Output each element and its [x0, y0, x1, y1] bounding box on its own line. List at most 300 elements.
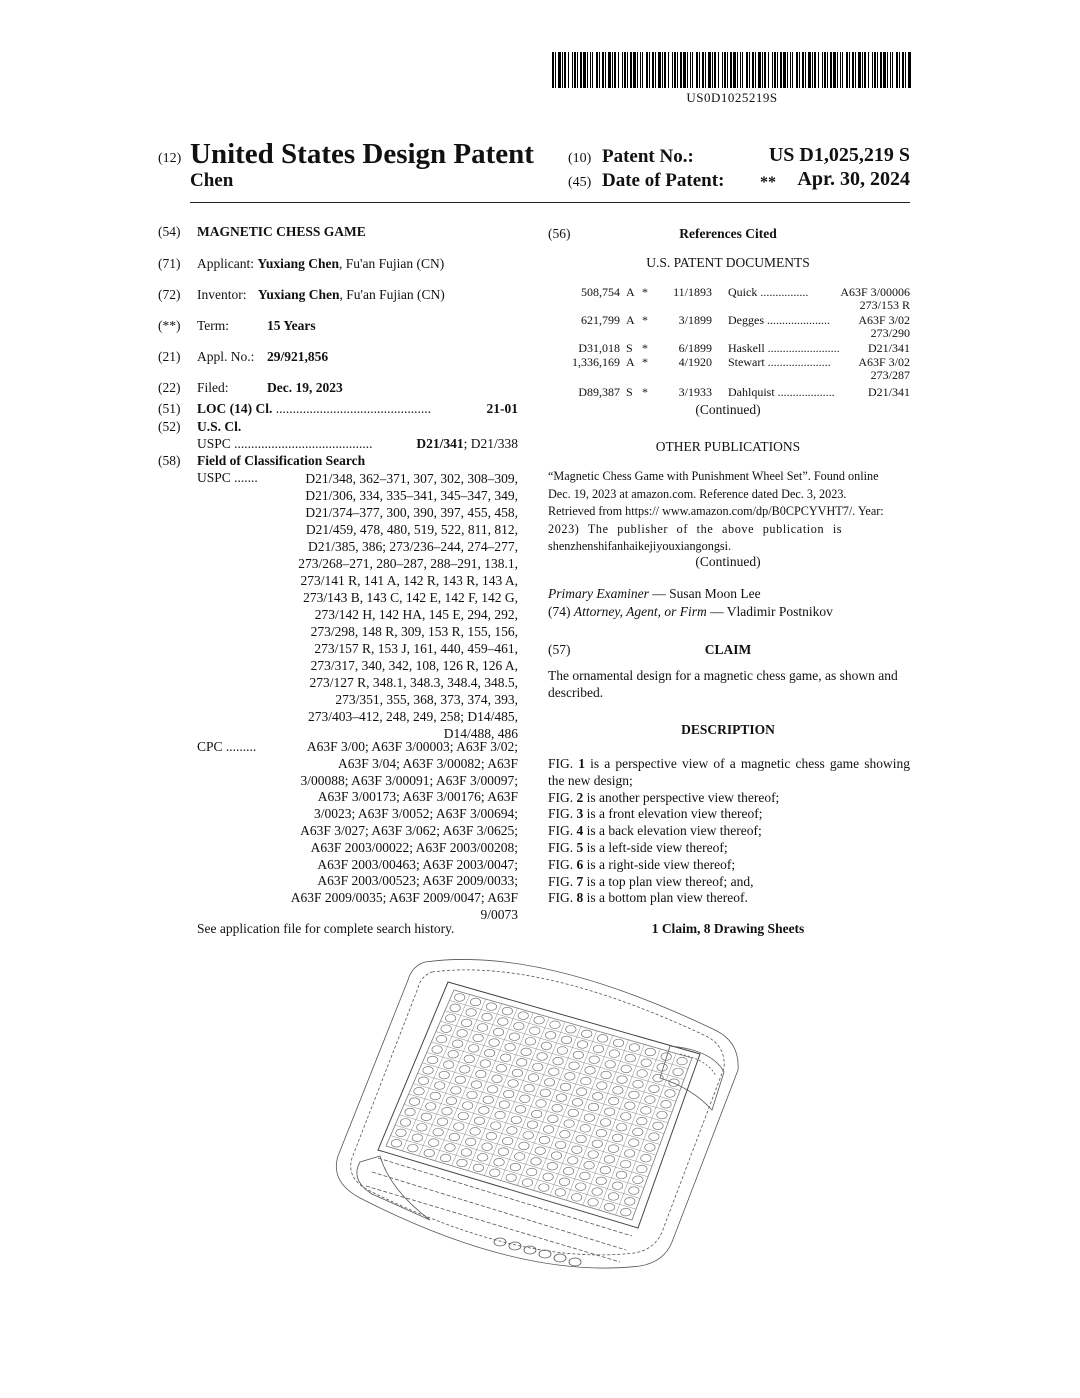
code-54: (54) [158, 224, 181, 239]
pub-line: shenzhenshifanhaikejiyouxiangongsi. [548, 539, 732, 553]
uspc-line: 273/142 H, 142 HA, 145 E, 294, 292, [314, 607, 518, 622]
chess-piece [653, 1074, 663, 1082]
chess-piece [613, 1039, 623, 1047]
reference-row [548, 341, 910, 355]
chess-piece [531, 1158, 541, 1166]
barcode-bar [868, 52, 869, 88]
barcode-bar [592, 52, 593, 88]
chess-piece [427, 1056, 437, 1064]
chess-piece [452, 1040, 462, 1048]
side-compartment [357, 1156, 430, 1220]
barcode-bar [655, 52, 656, 88]
chess-piece [426, 1103, 436, 1111]
examiner-label: Primary Examiner [548, 586, 649, 601]
chess-piece [495, 1111, 505, 1119]
chess-piece [637, 1070, 647, 1078]
chess-piece [589, 1056, 599, 1064]
chess-piece [510, 1163, 520, 1171]
barcode-bar [640, 52, 641, 88]
ref-date: 6/1899 [678, 341, 712, 355]
ref-number: 508,754 [581, 285, 620, 299]
barcode-bar [783, 52, 786, 88]
barcode [552, 52, 912, 88]
board-inner [386, 990, 692, 1220]
front-hole [524, 1246, 536, 1254]
code-57: (57) [548, 642, 571, 657]
chess-piece [597, 1035, 607, 1043]
ref-kind: A [626, 285, 635, 299]
chess-piece [396, 1129, 406, 1137]
barcode-bar [824, 52, 826, 88]
cpc-search-list [240, 739, 518, 924]
patent-date: Apr. 30, 2024 [797, 168, 910, 190]
ref-number: 621,799 [581, 313, 620, 327]
cpc-line: A63F 2003/00022; A63F 2003/00208; [310, 839, 518, 855]
barcode-bar [714, 52, 716, 88]
cpc-line: 3/00088; A63F 3/00091; A63F 3/00097; [300, 772, 518, 788]
header-rule [190, 202, 910, 203]
applicant-field [197, 256, 444, 272]
barcode-bar [755, 52, 756, 88]
chess-piece [568, 1109, 578, 1117]
barcode-bar [668, 52, 669, 88]
fig-line: FIG. 2 is another perspective view thereof; [548, 789, 780, 805]
barcode-bar [630, 52, 632, 88]
barcode-bar [772, 52, 773, 88]
chess-piece [477, 1024, 487, 1032]
other-publications-title: OTHER PUBLICATIONS [655, 439, 801, 454]
chess-piece [625, 1054, 635, 1062]
code-58: (58) [158, 453, 181, 468]
chess-piece [470, 998, 480, 1006]
chess-piece [653, 1122, 663, 1130]
chess-piece [418, 1077, 428, 1085]
chess-piece [457, 1030, 467, 1038]
document-title: United States Design Patent [190, 138, 534, 170]
chess-piece [527, 1121, 537, 1129]
barcode-bar [877, 52, 878, 88]
cpc-line: A63F 3/00173; A63F 3/00176; A63F [317, 789, 518, 805]
grid-line [452, 1008, 518, 1166]
barcode-bar [702, 52, 704, 88]
patent-number: US D1,025,219 S [768, 144, 910, 166]
chess-piece [421, 1113, 431, 1121]
chess-piece [649, 1085, 659, 1093]
chess-piece [543, 1173, 553, 1181]
barcode-bar [799, 52, 800, 88]
chess-piece [565, 1073, 575, 1081]
barcode-bar [822, 52, 823, 88]
cpc-line: 9/0073 [480, 906, 518, 922]
barcode-bar [672, 52, 673, 88]
appl-no-value: 29/921,856 [267, 349, 329, 364]
chess-piece [518, 1012, 528, 1020]
chess-piece [604, 1203, 614, 1211]
chess-piece [552, 1104, 562, 1112]
reference-row [548, 313, 910, 341]
chess-piece [486, 1132, 496, 1140]
chess-piece [633, 1176, 643, 1184]
chess-piece [548, 1115, 558, 1123]
inventor-location: , Fu'an Fujian (CN) [339, 287, 445, 302]
chess-piece [482, 1013, 492, 1021]
barcode-bar [564, 52, 566, 88]
ref-class: A63F 3/02 [858, 355, 910, 369]
grid-line [550, 1035, 613, 1195]
chess-piece [451, 1087, 461, 1095]
barcode-bar [552, 52, 554, 88]
chess-piece [478, 1154, 488, 1162]
fig-line: FIG. 5 is a left-side view thereof; [548, 839, 728, 855]
chess-piece [445, 1144, 455, 1152]
ref-number: 1,336,169 [572, 355, 620, 369]
barcode-bar [718, 52, 719, 88]
inventor-field [197, 287, 445, 303]
chess-piece [568, 1157, 578, 1165]
uspc-search-list [250, 470, 518, 742]
grid-line [386, 990, 454, 1146]
references-title: References Cited [679, 226, 777, 241]
date-label: Date of Patent: [602, 170, 725, 191]
chess-piece [582, 1030, 592, 1038]
chess-piece [629, 1187, 639, 1195]
code-56: (56) [548, 226, 571, 241]
barcode-bar [722, 52, 723, 88]
barcode-bar [833, 52, 836, 88]
chess-piece [605, 1061, 615, 1069]
chess-piece [449, 1133, 459, 1141]
ref-class: A63F 3/02 [858, 313, 910, 327]
chess-piece [645, 1144, 655, 1152]
chess-piece [474, 1117, 484, 1125]
chess-piece [540, 1089, 550, 1097]
front-lip [366, 1158, 632, 1262]
chess-piece [585, 1067, 595, 1075]
barcode-bar [658, 52, 661, 88]
chess-piece [544, 1079, 554, 1087]
chess-piece [522, 1179, 532, 1187]
fig-line: FIG. 3 is a front elevation view thereof; [548, 806, 763, 822]
chess-piece [442, 1107, 452, 1115]
chess-piece [657, 1111, 667, 1119]
barcode-bar [646, 52, 648, 88]
chess-piece [523, 1132, 533, 1140]
barcode-bar [708, 52, 711, 88]
cpc-line: 3/0023; A63F 3/0052; A63F 3/00694; [313, 806, 518, 822]
chess-piece [576, 1088, 586, 1096]
chess-piece [524, 1084, 534, 1092]
chess-piece [432, 1046, 442, 1054]
chess-piece [482, 1143, 492, 1151]
chess-piece [572, 1099, 582, 1107]
us-docs-title: U.S. PATENT DOCUMENTS [646, 255, 810, 270]
chess-piece [641, 1107, 651, 1115]
barcode-bar [699, 52, 700, 88]
chess-piece [489, 1039, 499, 1047]
chess-piece [511, 1116, 521, 1124]
cpc-line: A63F 2009/0035; A63F 2009/0047; A63F [290, 890, 518, 906]
barcode-bar [758, 52, 761, 88]
chess-piece [535, 1147, 545, 1155]
barcode-bar [692, 52, 693, 88]
barcode-bar [696, 52, 698, 88]
chess-piece [545, 1032, 555, 1040]
chess-piece [560, 1083, 570, 1091]
chess-piece [409, 1098, 419, 1106]
front-hole [539, 1250, 551, 1258]
chess-piece [435, 1082, 445, 1090]
barcode-bar [614, 52, 616, 88]
chess-piece [551, 1152, 561, 1160]
ref-star: * [642, 285, 648, 299]
chess-piece [499, 1101, 509, 1109]
field-search-uspc [197, 470, 258, 486]
chess-piece [460, 1066, 470, 1074]
chess-piece [673, 1068, 683, 1076]
chess-piece [543, 1126, 553, 1134]
barcode-bar [852, 52, 854, 88]
chess-piece [600, 1119, 610, 1127]
chess-piece [560, 1130, 570, 1138]
barcode-bar [830, 52, 832, 88]
chess-piece [569, 1062, 579, 1070]
chess-piece [534, 1016, 544, 1024]
barcode-bar [805, 52, 806, 88]
chess-piece [517, 1059, 527, 1067]
us-cl-label: U.S. Cl. [197, 419, 242, 434]
ref-kind: A [626, 355, 635, 369]
barcode-bar [642, 52, 643, 88]
chess-piece [509, 1033, 519, 1041]
barcode-bar [890, 52, 891, 88]
fig-line: FIG. 1 is a perspective view of a magnetic chess game showing the new design; [548, 756, 910, 788]
chess-piece [600, 1166, 610, 1174]
barcode-bar [814, 52, 816, 88]
fig-line: FIG. 7 is a top plan view thereof; and, [548, 873, 754, 889]
ref-kind: A [626, 313, 635, 327]
chess-piece [487, 1086, 497, 1094]
barcode-bar [637, 52, 638, 88]
chess-piece [484, 1049, 494, 1057]
barcode-bar [622, 52, 623, 88]
fig-line: FIG. 8 is a bottom plan view thereof. [548, 890, 748, 906]
barcode-bar [908, 52, 911, 88]
barcode-bar [690, 52, 691, 88]
chess-piece [458, 1112, 468, 1120]
barcode-bar [849, 52, 850, 88]
tray-outline [336, 959, 738, 1268]
barcode-bar [855, 52, 856, 88]
grid-line [418, 1073, 660, 1144]
code-term: (**) [158, 318, 181, 333]
cpc-dots: ......... [222, 739, 257, 754]
grid-line [599, 1049, 660, 1210]
chess-piece [592, 1140, 602, 1148]
examiner-name: — Susan Moon Lee [648, 586, 761, 601]
barcode-bar [812, 52, 813, 88]
barcode-number: US0D1025219S [686, 90, 778, 105]
barcode-bar [858, 52, 861, 88]
us-cl-value [380, 436, 518, 452]
board-grid [386, 990, 692, 1220]
grid-line [436, 1032, 676, 1102]
chess-piece [461, 1019, 471, 1027]
chess-piece [414, 1087, 424, 1095]
chess-piece [468, 1045, 478, 1053]
chess-piece [604, 1156, 614, 1164]
chess-piece [506, 1174, 516, 1182]
chess-piece [571, 1194, 581, 1202]
chess-piece [471, 1081, 481, 1089]
barcode-bar [577, 52, 578, 88]
barcode-bar [664, 52, 666, 88]
chess-piece [601, 1071, 611, 1079]
chess-piece [483, 1096, 493, 1104]
uspc-line: 273/317, 340, 342, 108, 126 R, 126 A, [310, 658, 518, 673]
barcode-bar [742, 52, 743, 88]
chess-piece [677, 1057, 687, 1065]
chess-piece [446, 1097, 456, 1105]
code-71: (71) [158, 256, 181, 271]
attorney-name: — Vladimir Postnikov [706, 604, 833, 619]
chess-piece [539, 1136, 549, 1144]
code-51: (51) [158, 401, 181, 416]
chess-piece [617, 1076, 627, 1084]
code-74: (74) [548, 604, 571, 619]
code-21: (21) [158, 349, 181, 364]
chess-piece [556, 1094, 566, 1102]
barcode-bar [733, 52, 736, 88]
front-hole [569, 1258, 581, 1266]
cpc-line: A63F 3/04; A63F 3/00082; A63F [337, 755, 518, 771]
grid-line [534, 1031, 597, 1191]
code-45: (45) [568, 175, 592, 190]
ref-inventor: Dahlquist ................... [728, 385, 835, 399]
applicant-location: , Fu'an Fujian (CN) [339, 256, 445, 271]
chess-piece [665, 1090, 675, 1098]
corner-compartment [660, 1046, 724, 1110]
grid-line [566, 1040, 628, 1200]
chess-piece [661, 1100, 671, 1108]
uspc-line: D14/488, 486 [443, 726, 518, 741]
barcode-bar [602, 52, 604, 88]
chess-piece [637, 1117, 647, 1125]
barcode-bar [705, 52, 706, 88]
ref-number: D31,018 [578, 341, 620, 355]
chess-piece [525, 1038, 535, 1046]
other-publications-text [548, 468, 910, 556]
uspc-line: 273/127 R, 348.1, 348.3, 348.4, 348.5, [309, 675, 518, 690]
grid-line [391, 1136, 636, 1210]
chess-piece [669, 1079, 679, 1087]
chess-piece [441, 1025, 451, 1033]
chess-piece [515, 1106, 525, 1114]
chess-piece [448, 1050, 458, 1058]
ref-class-secondary: 273/153 R [859, 298, 910, 312]
pub-line: 2023) The publisher of the above publication is [548, 521, 843, 536]
barcode-bar [762, 52, 763, 88]
uspc-line: D21/306, 334, 335–341, 345–347, 349, [305, 488, 518, 503]
chess-piece [467, 1091, 477, 1099]
barcode-bar [612, 52, 613, 88]
barcode-bar [624, 52, 626, 88]
code-10: (10) [568, 151, 592, 166]
cpc-line: A63F 3/00; A63F 3/00003; A63F 3/02; [306, 739, 518, 754]
barcode-bar [896, 52, 898, 88]
grid-line [449, 1000, 688, 1068]
barcode-bar [727, 52, 728, 88]
ref-date: 4/1920 [678, 355, 712, 369]
chess-piece [616, 1123, 626, 1131]
chess-board-drawing-icon [320, 950, 760, 1280]
barcode-bar [746, 52, 748, 88]
barcode-bar [840, 52, 841, 88]
chess-piece [454, 994, 464, 1002]
attorney-field [548, 604, 833, 620]
reference-list [548, 285, 910, 399]
chess-piece [443, 1061, 453, 1069]
chess-piece [572, 1146, 582, 1154]
chess-piece [461, 1149, 471, 1157]
claims-summary: 1 Claim, 8 Drawing Sheets [651, 921, 805, 936]
chess-piece [588, 1103, 598, 1111]
board-pieces [391, 994, 687, 1216]
chess-piece [577, 1041, 587, 1049]
barcode-bar [712, 52, 713, 88]
chess-piece [609, 1097, 619, 1105]
term-label: Term: [197, 318, 230, 333]
chess-piece [625, 1102, 635, 1110]
barcode-bar [790, 52, 791, 88]
barcode-bar [572, 52, 573, 88]
barcode-bar [555, 52, 556, 88]
chess-piece [527, 1168, 537, 1176]
barcode-bar [827, 52, 828, 88]
chess-piece [549, 1068, 559, 1076]
chess-piece [433, 1128, 443, 1136]
chess-piece [445, 1015, 455, 1023]
pub-line: Dec. 19, 2023 at amazon.com. Reference dated Dec. 3, 2023. [548, 486, 847, 501]
barcode-bar [562, 52, 563, 88]
chess-piece [417, 1124, 427, 1132]
chess-piece [428, 1139, 438, 1147]
chess-piece [492, 1075, 502, 1083]
barcode-bar [774, 52, 776, 88]
chess-piece [466, 1009, 476, 1017]
chess-piece [455, 1076, 465, 1084]
claim-text: The ornamental design for a magnetic chess game, as shown and described. [548, 668, 898, 700]
chess-piece [530, 1027, 540, 1035]
chess-piece [553, 1057, 563, 1065]
cpc-line: A63F 2003/00523; A63F 2009/0033; [317, 873, 518, 889]
ref-date: 11/1893 [673, 285, 712, 299]
ref-inventor: Quick ................ [728, 285, 809, 299]
filed-value: Dec. 19, 2023 [267, 380, 343, 395]
cpc-line: A63F 3/027; A63F 3/062; A63F 3/0625; [300, 822, 518, 838]
chess-piece [501, 1054, 511, 1062]
barcode-bar [864, 52, 866, 88]
search-history-note: See application file for complete search history. [197, 921, 455, 936]
barcode-bar [846, 52, 848, 88]
field-search-uspc-label: USPC [197, 470, 231, 485]
code-72: (72) [158, 287, 181, 302]
ref-inventor: Degges ..................... [728, 313, 830, 327]
chess-piece [462, 1102, 472, 1110]
applicant-name: Yuxiang Chen [257, 256, 340, 271]
chess-piece [496, 1064, 506, 1072]
pub-line: “Magnetic Chess Game with Punishment Wheel Set”. Found online [548, 469, 879, 483]
barcode-bar [587, 52, 588, 88]
